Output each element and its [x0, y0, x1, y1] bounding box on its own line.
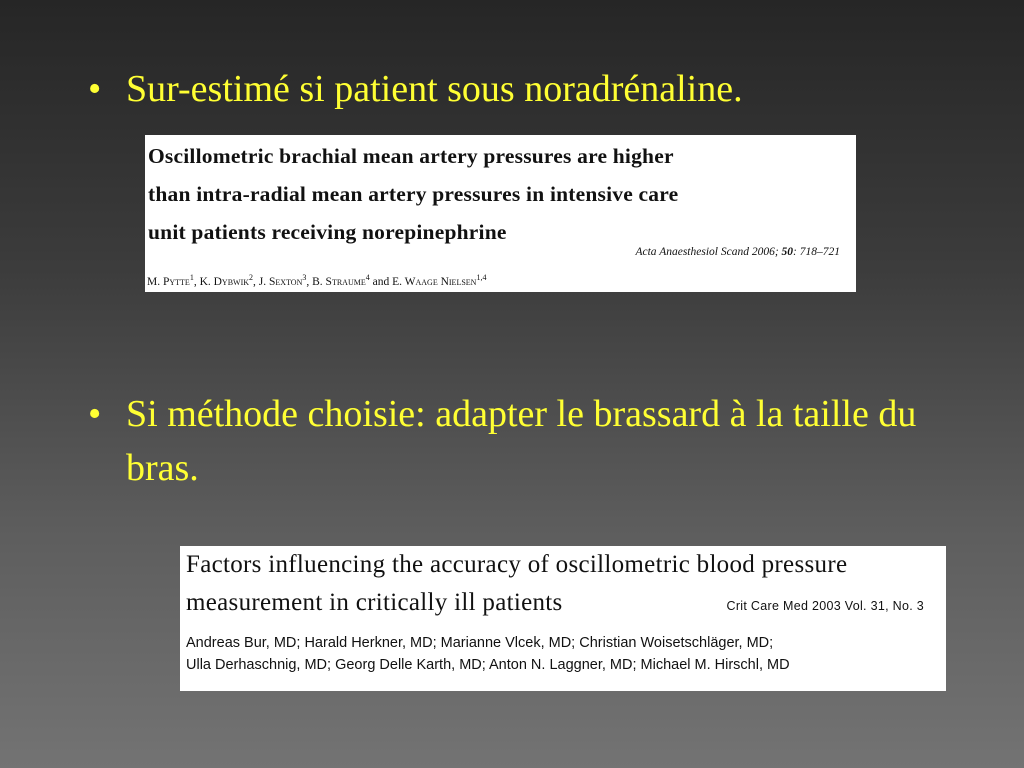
- author-name: J. Sexton: [258, 275, 303, 288]
- article-clipping-bur-2003: [180, 546, 946, 691]
- author-name: M. Pytte: [147, 275, 190, 288]
- bullet-2-text: Si méthode choisie: adapter le brassard à la taille du bras.: [126, 393, 917, 489]
- clip1-citation: [635, 246, 840, 258]
- clip2-citation: Crit Care Med 2003 Vol. 31, No. 3: [726, 599, 924, 613]
- clip1-title-line: than intra-radial mean artery pressures in intensive care: [148, 182, 679, 206]
- bullet-1-text: Sur-estimé si patient sous noradrénaline.: [126, 68, 743, 110]
- author-name: K. Dybwik: [199, 275, 250, 288]
- clip1-title-line: unit patients receiving norepinephrine: [148, 220, 507, 244]
- clip2-authors-line: Andreas Bur, MD; Harald Herkner, MD; Marianne Vlcek, MD; Christian Woisetschläger, MD;: [186, 635, 774, 651]
- author-name: E. Waage Nielsen: [392, 275, 477, 288]
- clip2-title-line: measurement in critically ill patients: [186, 589, 563, 616]
- author-affiliation: 3: [302, 273, 307, 282]
- bullet-1: [88, 62, 988, 116]
- author-affiliation: 1: [189, 273, 194, 282]
- clip2-title-row: [186, 584, 940, 625]
- author-affiliation: 1,4: [476, 273, 487, 282]
- clip1-title: [148, 137, 853, 251]
- clip1-title-line: Oscillometric brachial mean artery pressures are higher: [148, 144, 674, 168]
- author-separator: ,: [193, 275, 200, 288]
- clip2-title-line: Factors influencing the accuracy of oscillometric blood pressure: [186, 551, 848, 578]
- author-separator: and: [369, 275, 393, 288]
- clip1-citation-journal: Acta Anaesthesiol Scand 2006;: [635, 246, 779, 258]
- clip1-citation-volume: 50: [781, 246, 794, 258]
- clip1-authors: [147, 273, 486, 288]
- article-clipping-pytte-2006: [145, 135, 856, 292]
- clip2-title: [186, 546, 940, 625]
- author-affiliation: 4: [365, 273, 370, 282]
- author-separator: ,: [306, 275, 313, 288]
- author-name: B. Straume: [312, 275, 366, 288]
- author-separator: ,: [253, 275, 259, 288]
- clip2-authors: [186, 632, 790, 676]
- clip2-authors-line: Ulla Derhaschnig, MD; Georg Delle Karth, MD; Anton N. Laggner, MD; Michael M. Hirschl, MD: [186, 657, 790, 673]
- author-affiliation: 2: [249, 273, 254, 282]
- bullet-1-dot: •: [88, 68, 102, 110]
- bullet-2: [88, 387, 948, 495]
- bullet-2-dot: •: [88, 393, 102, 435]
- clip1-citation-pages: : 718–721: [793, 246, 840, 258]
